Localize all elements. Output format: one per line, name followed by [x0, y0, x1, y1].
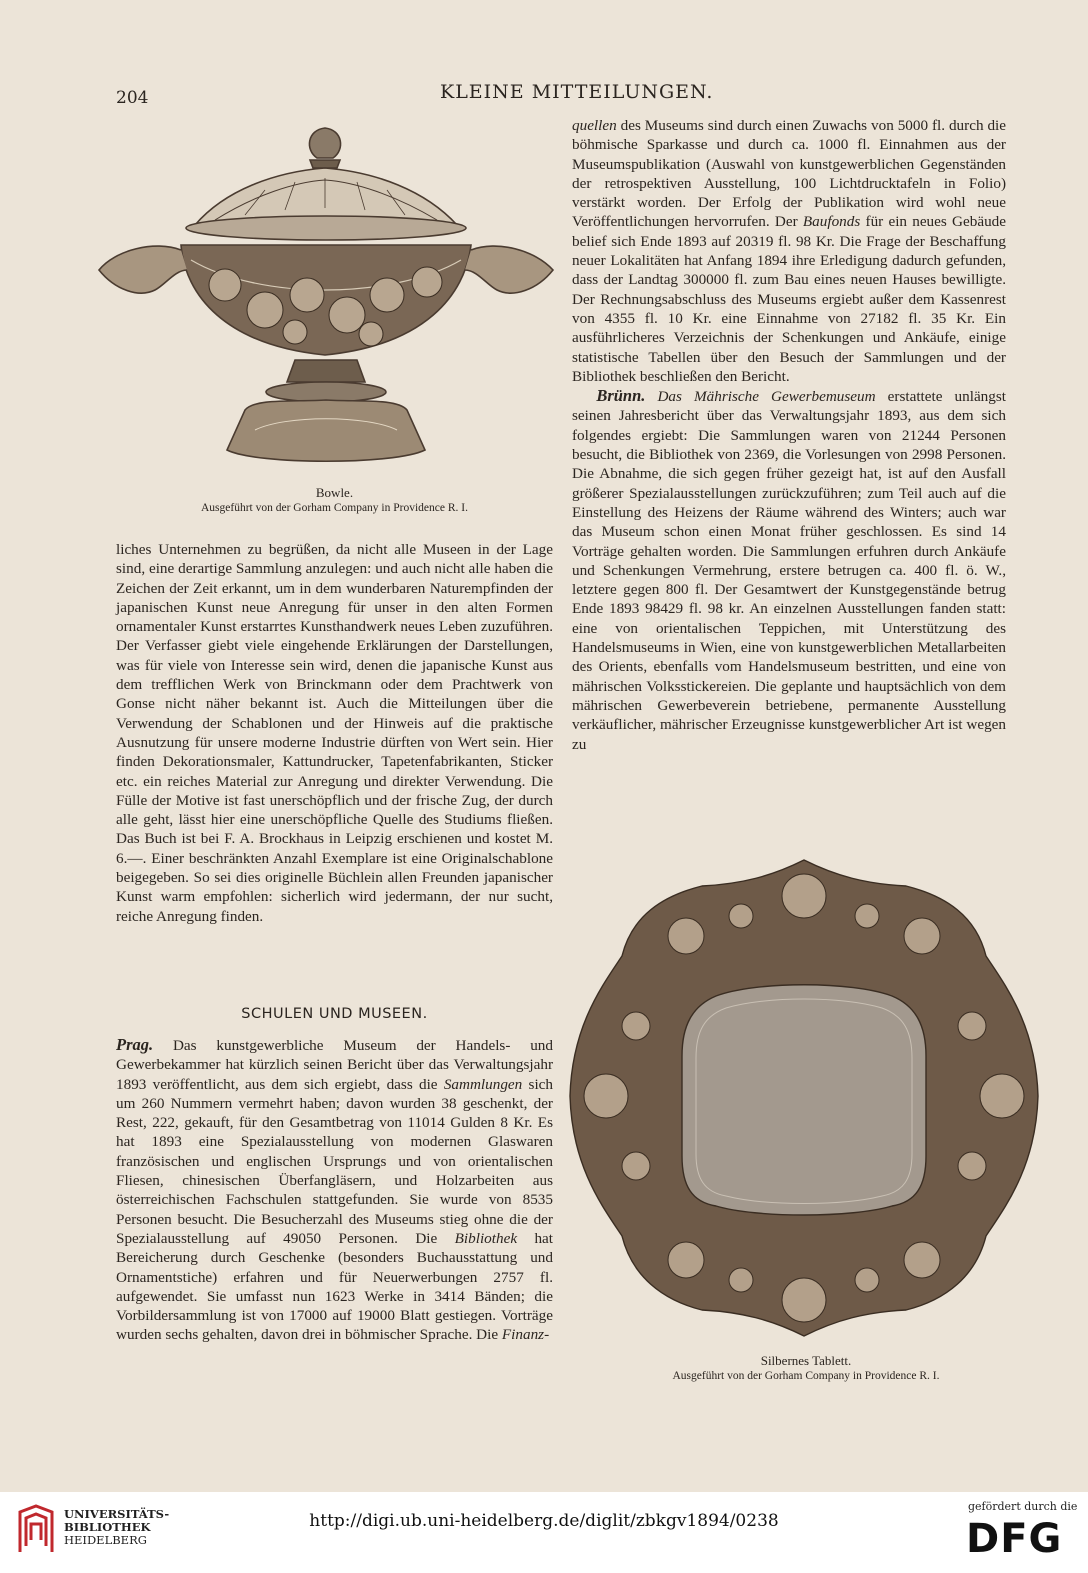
- bruenn-text: erstattete unlängst seinen Jahresbericht über das Verwaltungsjahr 1893, aus dem sich folgendes ergiebt: Die Sammlungen waren von 21244 Personen besucht, die Bibliothek von 2369, die Vorlesungen von 2998 Personen. Die Abnahme, die sich gegen früher gezeigt hat, ist auf den Ausfall größerer Spezialausstellungen zurückzuführen; zum Teil auch auf die Einstellung des Heizens der Räume während des Winters; auch war das Museum schon einen Monat früher geschlossen. Es sind 14 Vorträge gehalten worden. Die Sammlungen erfuhren durch Ankäufe und Schenkungen Vermehrung, erstere betrugen ca. 400 fl. ö. W., letztere gegen 800 fl. Der Gesamtwert der Kunstgegenstände betrug Ende 1893 98429 fl. 98 kr. An einzelnen Ausstellungen fanden statt: eine von orientalischen Teppichen, mit Unterstützung des Handelsmuseums in Wien, eine von kunstgewerblichen Metallarbeiten des Orients, ebenfalls vom Handelsmuseum bestritten, und eine von mährischen Volksstickereien. Die geplante und hauptsächlich von dem mährischen Gewerbeverein betriebene, permanente Ausstellung verkäuflicher, mährischer Erzeugnisse kunstgewerblicher Art ist wegen zu: [572, 388, 1007, 753]
- right-column-text: [572, 116, 1006, 754]
- prag-em-quellen: quellen: [572, 117, 617, 134]
- paragraph-prag: [116, 1035, 553, 1345]
- running-title: KLEINE MITTEILUNGEN.: [440, 81, 714, 103]
- library-line-2: BIBLIOTHEK: [64, 1520, 151, 1534]
- bruenn-em-museum: Das Mährische Gewerbemuseum: [657, 388, 876, 406]
- prag-em-baufonds: Baufonds: [802, 213, 861, 231]
- bowl-caption-subtitle: Ausgeführt von der Gorham Company in Providence R. I.: [200, 502, 468, 514]
- prag-text-a: Das kunstgewerbliche Museum der Handels- und Gewerbekammer hat kürzlich seinen Bericht über das Verwaltungsjahr 1893 veröffentlicht, aus dem sich ergiebt, dass die: [116, 1037, 553, 1093]
- funding-label: gefördert durch die: [968, 1500, 1078, 1513]
- paragraph-prag-continued: [572, 116, 1006, 386]
- section-heading: SCHULEN UND MUSEEN.: [241, 1006, 428, 1022]
- dfg-logo: DFG: [966, 1516, 1063, 1562]
- tray-caption: [580, 1352, 1032, 1384]
- prag-text-d: des Museums sind durch einen Zuwachs von 5000 fl. durch die böhmische Sparkasse und durch ca. 1000 fl. Einnahmen aus der Museumspublikation (Auswahl von kunstgewerblichen Gegenständen der retrospektiven Ausstellung, 100 Lichtdrucktafeln in Folio) verstärkt worden. Der Erfolg der Publikation wird wohl neue Veröffentlichungen hervorrufen. Der: [572, 117, 1007, 231]
- bowl-illustration: [95, 120, 557, 470]
- library-line-1: UNIVERSITÄTS-: [64, 1507, 170, 1521]
- tray-illustration: [566, 856, 1042, 1340]
- prag-em-bibliothek: Bibliothek: [454, 1229, 518, 1247]
- paragraph-japanese-book: liches Unternehmen zu begrüßen, da nicht alle Museen in der Lage sind, eine derartige Sammlung anzulegen: und auch nicht alle haben die Zeichen der Zeit erkannt, um in dem wunderbaren Naturempfinden der japanischen Kunst neue Anregung für unser in den alten Formen ornamentaler Kunst erstarrtes Kunsthandwerk neues Leben zuzuführen. Der Verfasser giebt viele eingehende Erklärungen der Darstellungen, was für viele von Interesse sein wird, denen die japanische Kunst aus dem trefflichen Werk von Brinckmann oder dem Prachtwerk von Gonse nicht näher bekannt ist. Auch die Mitteilungen über die Verwendung der Schablonen und der Hinweis auf die praktische Ausnutzung für unsere moderne Industrie dürften von Wert sein. Hier finden Dekorationsmaler, Kattundrucker, Tapetenfabrikanten, Sticker etc. ein reiches Material zur Anregung und direkter Verwendung. Die Fülle der Motive ist fast unerschöpflich und der frische Zug, der durch alle geht, lässt hier eine unerschöpfliche Quelle des Studiums fließen. Das Buch ist bei F. A. Brockhaus in Leipzig erschienen und kostet M. 6.—. Einer beschränkten Anzahl Exemplare ist eine Originalschablone beigegeben. So sei dies originelle Büchlein allen Freunden japanischer Kunst warm empfohlen: sicherlich wird jedermann, der nur sucht, reiche Anregung finden.: [116, 541, 553, 925]
- prag-em-finanz: Finanz-: [501, 1326, 550, 1344]
- tray-caption-subtitle: Ausgeführt von der Gorham Company in Providence R. I.: [672, 1370, 940, 1382]
- prag-text-c: hat Bereicherung durch Geschenke (besonders Buchausstattung und Ornamentstiche) erfahren und für Neuerwerbungen 2757 fl. aufgewendet. Sie umfasst nun 1623 Werke in 3414 Bänden; die Vorbildersammlung ist von 17000 auf 19000 Blatt gestiegen. Vorträge wurden sechs gehalten, davon drei in böhmischer Sprache. Die: [116, 1229, 554, 1344]
- tray-caption-title: Silbernes Tablett.: [760, 1353, 852, 1368]
- left-column-prag: [116, 1035, 553, 1345]
- location-prag: Prag.: [116, 1035, 154, 1054]
- left-column-text: [116, 540, 553, 926]
- prag-text-e: für ein neues Gebäude belief sich Ende 1893 auf 20319 fl. 98 Kr. Die Frage der Beschaffung neuer Lokalitäten hat Anfang 1894 ihre Erledigung dadurch gefunden, dass der Landtag 300000 fl. zum Bau eines neuen Hauses bewilligte. Der Rechnungsabschluss des Museums ergiebt außer dem Kassenrest von 4355 fl. 10 Kr. eine Einnahme von 27182 fl. 35 Kr. Ein ausführlicheres Verzeichnis der Schenkungen und Ankäufe, einige statistische Tabellen über den Besuch der Sammlungen und der Bibliothek beschließen den Bericht.: [572, 213, 1007, 385]
- bowl-caption: [116, 484, 553, 516]
- prag-em-sammlungen: Sammlungen: [443, 1075, 523, 1093]
- prag-text-b: sich um 260 Nummern vermehrt haben; davon wurden 38 geschenkt, der Rest, 222, gekauft, für den Gesamtbetrag von 11014 Gulden 8 Kr. Es hat 1893 eine Spezialausstellung von modernen Glaswaren französischen und englischen Ursprungs und von orientalischen Fliesen, chinesischen Überfangläsern, und Holzarbeiten aus österreichischen Fachschulen stattgefunden. Sie wurde von 8535 Personen besucht. Die Besucherzahl des Museums stieg ohne die der Spezialausstellung auf 49050 Personen. Die: [116, 1075, 553, 1247]
- location-bruenn: Brünn.: [596, 386, 646, 406]
- library-line-3: HEIDELBERG: [64, 1533, 147, 1547]
- paragraph-bruenn: [572, 386, 1006, 754]
- bowl-caption-title: Bowle.: [315, 485, 354, 500]
- permalink-url[interactable]: http://digi.ub.uni-heidelberg.de/diglit/zbkgv1894/0238: [309, 1511, 779, 1531]
- page-number: 204: [116, 88, 149, 108]
